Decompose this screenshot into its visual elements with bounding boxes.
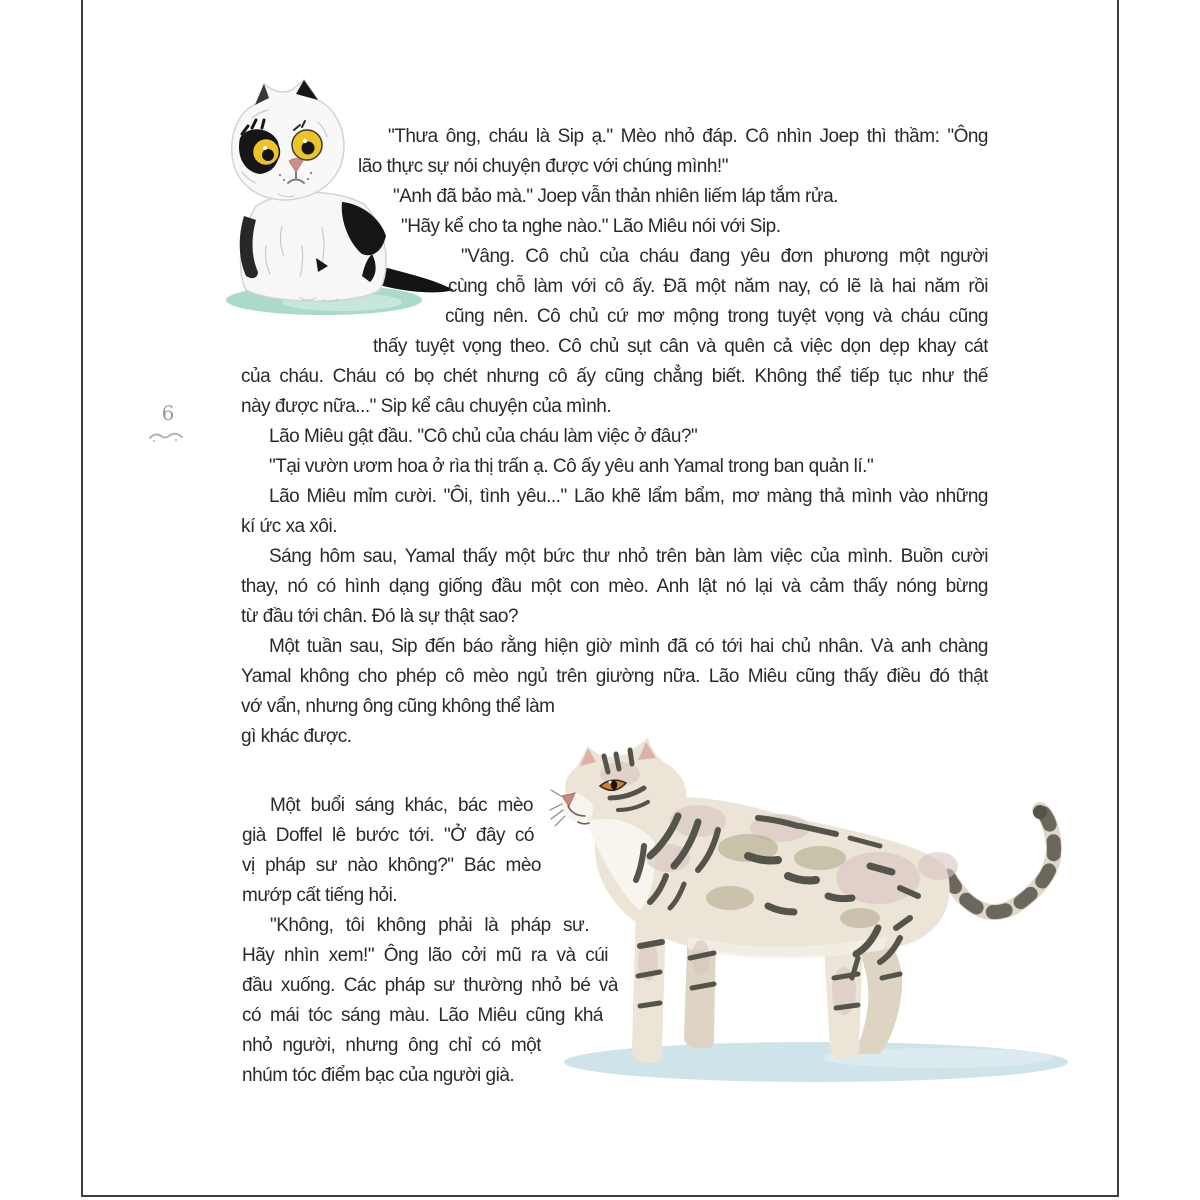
story-line: có mái tóc sáng màu. Lão Miêu cũng khá: [242, 1005, 603, 1026]
story-line: "Không, tôi không phải là pháp sư.: [270, 915, 589, 936]
story-line: già Doffel lê bước tới. "Ở đây có: [242, 825, 534, 846]
story-line: lão thực sự nói chuyện được với chúng mình!": [358, 156, 728, 177]
story-line: mướp cất tiếng hỏi.: [242, 885, 398, 906]
story-line: vị pháp sư nào không?" Bác mèo: [242, 855, 541, 876]
story-line: thay, nó có hình dạng giống đầu một con mèo. Anh lật nó lại và cảm thấy nóng bừng: [241, 576, 988, 597]
story-line: kí ức xa xôi.: [241, 516, 337, 537]
story-line: gì khác được.: [241, 726, 352, 747]
story-line: vớ vẩn, nhưng ông cũng không thể làm: [241, 696, 555, 717]
story-line: Một buổi sáng khác, bác mèo: [270, 795, 533, 816]
story-line: thấy tuyệt vọng theo. Cô chủ sụt cân và quên cả việc dọn dẹp khay cát: [373, 336, 988, 357]
story-line: "Anh đã bảo mà." Joep vẫn thản nhiên liếm láp tắm rửa.: [393, 186, 838, 207]
story-line: cùng chỗ làm với cô ấy. Đã một năm nay, có lẽ là hai năm rồi: [448, 276, 988, 297]
story-line: Một tuần sau, Sip đến báo rằng hiện giờ mình đã có tới hai chủ nhân. Và anh chàng: [269, 636, 988, 657]
story-line: của cháu. Cháu có bọ chét nhưng cô ấy cũng chẳng biết. Không thể tiếp tục như thế: [241, 366, 988, 387]
story-line: nhỏ người, nhưng ông chỉ có một: [242, 1035, 541, 1056]
cat-illustration-standing-tabby: [548, 726, 1113, 1111]
story-line: "Tại vườn ươm hoa ở rìa thị trấn ạ. Cô ấy yêu anh Yamal trong ban quản lí.": [269, 456, 874, 477]
story-line: Hãy nhìn xem!" Ông lão cởi mũ ra và cúi: [242, 945, 608, 966]
story-line: cũng nên. Cô chủ cứ mơ mộng trong tuyệt vọng và cháu cũng: [445, 306, 988, 327]
page-number-ornament: [146, 428, 190, 444]
story-line: "Vâng. Cô chủ của cháu đang yêu đơn phương một người: [461, 246, 988, 267]
page-number: 6: [161, 401, 175, 425]
story-line: nhúm tóc điểm bạc của người già.: [242, 1065, 515, 1086]
story-line: Lão Miêu gật đầu. "Cô chủ của cháu làm việc ở đâu?": [269, 426, 698, 447]
story-line: Yamal không cho phép cô mèo ngủ trên giường nữa. Lão Miêu cũng thấy điều đó thật: [241, 666, 988, 687]
story-line: từ đầu tới chân. Đó là sự thật sao?: [241, 606, 519, 627]
story-line: này được nữa..." Sip kể câu chuyện của mình.: [241, 396, 612, 417]
story-line: đầu xuống. Các pháp sư thường nhỏ bé và: [242, 975, 618, 996]
story-line: "Thưa ông, cháu là Sip ạ." Mèo nhỏ đáp. Cô nhìn Joep thì thầm: "Ông: [388, 126, 988, 147]
story-line: Lão Miêu mỉm cười. "Ôi, tình yêu..." Lão khẽ lẩm bẩm, mơ màng thả mình vào những: [269, 486, 988, 507]
story-line: "Hãy kể cho ta nghe nào." Lão Miêu nói với Sip.: [401, 216, 781, 237]
story-line: Sáng hôm sau, Yamal thấy một bức thư nhỏ trên bàn làm việc của mình. Buồn cười: [269, 546, 988, 567]
